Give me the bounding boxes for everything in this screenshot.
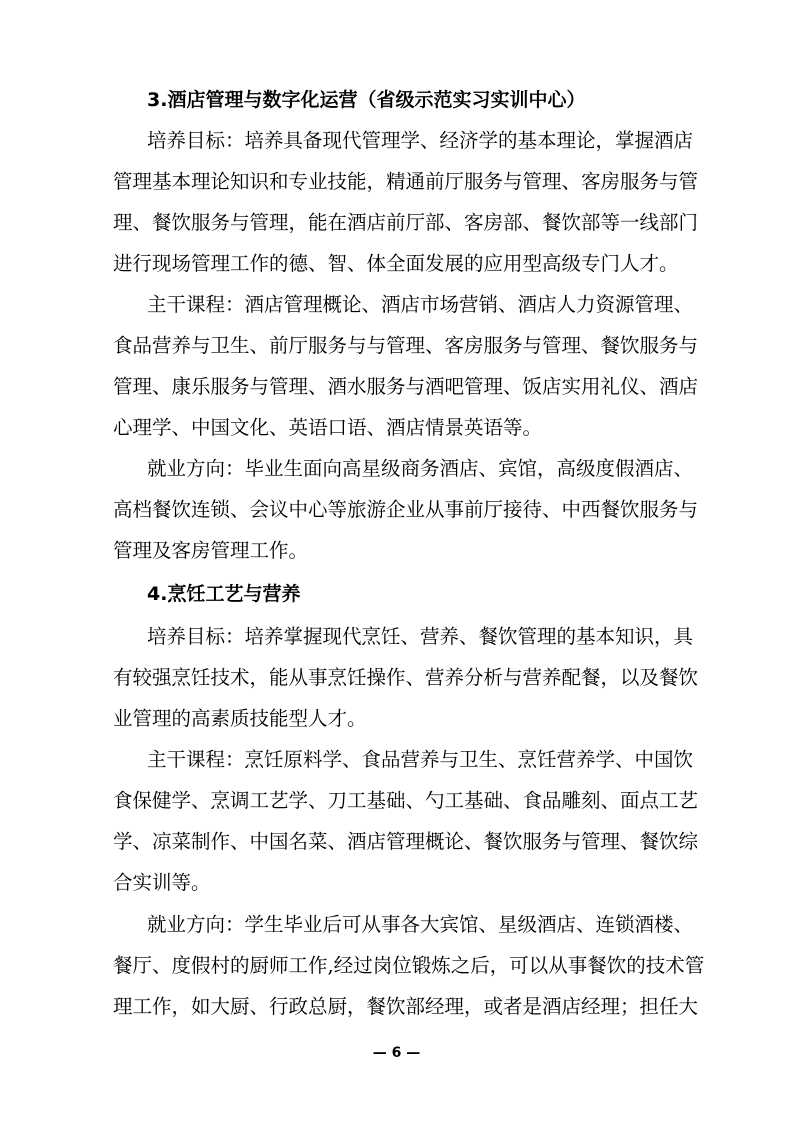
paragraph-line: 就业方向：学生毕业后可从事各大宾馆、星级酒店、连锁酒楼、 bbox=[147, 913, 694, 936]
paragraph-line: 主干课程：烹饪原料学、食品营养与卫生、烹饪营养学、中国饮 bbox=[147, 748, 694, 771]
paragraph-line: 学、凉菜制作、中国名菜、酒店管理概论、餐饮服务与管理、餐饮综 bbox=[113, 830, 699, 853]
paragraph-line: 管理基本理论知识和专业技能，精通前厅服务与管理、客房服务与管 bbox=[113, 170, 699, 193]
paragraph-line: 有较强烹饪技术，能从事烹饪操作、营养分析与营养配餐，以及餐饮 bbox=[113, 666, 699, 689]
paragraph-line: 培养目标：培养掌握现代烹饪、营养、餐饮管理的基本知识，具 bbox=[147, 625, 694, 648]
paragraph-line: 主干课程：酒店管理概论、酒店市场营销、酒店人力资源管理、 bbox=[147, 293, 694, 316]
section-3-heading: 3.酒店管理与数字化运营（省级示范实习实训中心） bbox=[147, 89, 586, 111]
paragraph-line: 高档餐饮连锁、会议中心等旅游企业从事前厅接待、中西餐饮服务与 bbox=[113, 498, 699, 521]
paragraph-line: 业管理的高素质技能型人才。 bbox=[113, 707, 367, 730]
paragraph-line: 进行现场管理工作的德、智、体全面发展的应用型高级专门人才。 bbox=[113, 252, 679, 275]
paragraph-line: 食保健学、烹调工艺学、刀工基础、勺工基础、食品雕刻、面点工艺 bbox=[113, 789, 699, 812]
paragraph-line: 理、餐饮服务与管理，能在酒店前厅部、客房部、餐饮部等一线部门 bbox=[113, 211, 699, 234]
paragraph-line: 培养目标：培养具备现代管理学、经济学的基本理论，掌握酒店 bbox=[147, 129, 694, 152]
paragraph-line: 管理及客房管理工作。 bbox=[113, 539, 309, 562]
paragraph-line: 餐厅、度假村的厨师工作,经过岗位锻炼之后，可以从事餐饮的技术管 bbox=[113, 954, 705, 977]
page-number: — 6 — bbox=[372, 1045, 421, 1061]
paragraph-line: 合实训等。 bbox=[113, 871, 211, 894]
paragraph-line: 心理学、中国文化、英语口语、酒店情景英语等。 bbox=[113, 416, 543, 439]
section-4-heading: 4.烹饪工艺与营养 bbox=[147, 583, 301, 605]
paragraph-line: 理工作，如大厨、行政总厨，餐饮部经理，或者是酒店经理；担任大 bbox=[113, 995, 699, 1018]
paragraph-line: 就业方向：毕业生面向高星级商务酒店、宾馆，高级度假酒店、 bbox=[147, 457, 694, 480]
paragraph-line: 管理、康乐服务与管理、酒水服务与酒吧管理、饭店实用礼仪、酒店 bbox=[113, 375, 699, 398]
paragraph-line: 食品营养与卫生、前厅服务与与管理、客房服务与管理、餐饮服务与 bbox=[113, 334, 699, 357]
